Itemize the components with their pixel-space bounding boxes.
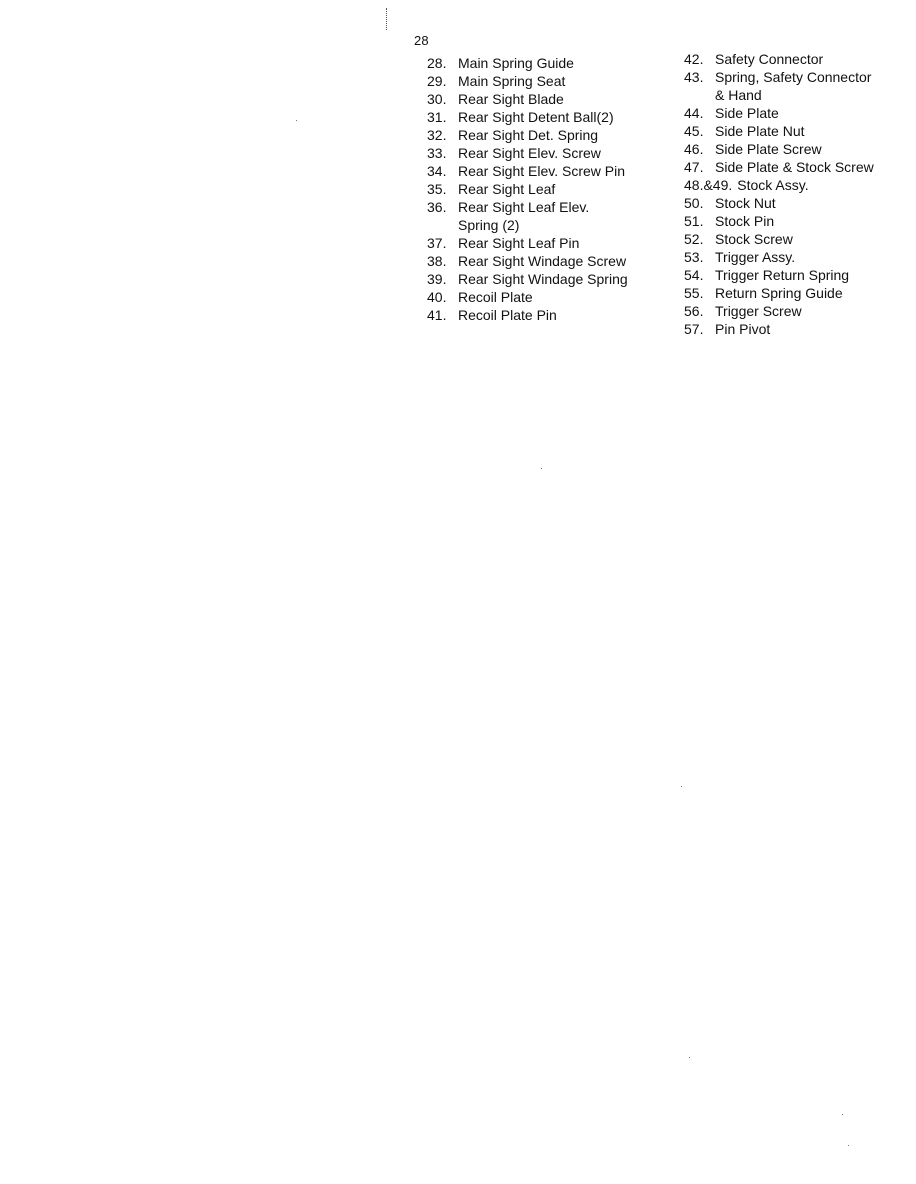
part-name: Rear Sight Windage Spring bbox=[458, 271, 628, 287]
part-number: 41. bbox=[427, 307, 447, 323]
part-name: Rear Sight Blade bbox=[458, 91, 564, 107]
part-number: 44. bbox=[684, 105, 704, 121]
part-number: 55. bbox=[684, 285, 704, 301]
part-item bbox=[684, 248, 874, 266]
part-number: 53. bbox=[684, 249, 704, 265]
part-name: Trigger Assy. bbox=[715, 249, 796, 265]
part-item bbox=[427, 126, 628, 144]
part-name-continued: & Hand bbox=[715, 87, 762, 103]
part-number: 57. bbox=[684, 321, 704, 337]
part-number: 35. bbox=[427, 181, 447, 197]
part-item bbox=[427, 144, 628, 162]
part-number: 50. bbox=[684, 195, 704, 211]
part-name: Trigger Return Spring bbox=[715, 267, 850, 283]
part-name: Rear Sight Elev. Screw bbox=[458, 145, 601, 161]
part-name: Spring, Safety Connector bbox=[715, 69, 872, 85]
part-name: Rear Sight Windage Screw bbox=[458, 253, 627, 269]
part-number: 37. bbox=[427, 235, 447, 251]
part-name: Rear Sight Det. Spring bbox=[458, 127, 599, 143]
part-number: 54. bbox=[684, 267, 704, 283]
scan-speck bbox=[689, 1057, 690, 1058]
part-name: Pin Pivot bbox=[715, 321, 771, 337]
part-name: Stock Assy. bbox=[737, 177, 809, 193]
part-item bbox=[684, 302, 874, 320]
scan-speck bbox=[848, 1145, 849, 1146]
part-item bbox=[427, 72, 628, 90]
part-name: Rear Sight Detent Ball(2) bbox=[458, 109, 614, 125]
part-item bbox=[684, 158, 874, 176]
part-number: 29. bbox=[427, 73, 447, 89]
part-name-continued: Spring (2) bbox=[458, 217, 520, 233]
part-name: Recoil Plate Pin bbox=[458, 307, 557, 323]
part-number: 43. bbox=[684, 69, 704, 85]
scan-speck bbox=[541, 468, 542, 469]
part-name: Side Plate Nut bbox=[715, 123, 805, 139]
page-number: 28 bbox=[414, 33, 429, 48]
part-item bbox=[684, 140, 874, 158]
part-item bbox=[684, 284, 874, 302]
part-item bbox=[427, 90, 628, 108]
part-name: Stock Nut bbox=[715, 195, 776, 211]
part-item bbox=[427, 108, 628, 126]
part-name: Stock Pin bbox=[715, 213, 775, 229]
parts-list-left bbox=[427, 54, 628, 324]
part-name: Rear Sight Elev. Screw Pin bbox=[458, 163, 626, 179]
part-number: 33. bbox=[427, 145, 447, 161]
part-number: 52. bbox=[684, 231, 704, 247]
part-number: 30. bbox=[427, 91, 447, 107]
part-name: Side Plate bbox=[715, 105, 779, 121]
scan-speck bbox=[681, 786, 682, 787]
part-number: 39. bbox=[427, 271, 447, 287]
part-name: Recoil Plate bbox=[458, 289, 533, 305]
part-item bbox=[427, 288, 628, 306]
part-number: 28. bbox=[427, 55, 447, 71]
part-item bbox=[427, 54, 628, 72]
part-name: Trigger Screw bbox=[715, 303, 802, 319]
part-item bbox=[427, 180, 628, 198]
part-item bbox=[684, 212, 874, 230]
part-item bbox=[427, 162, 628, 180]
part-item bbox=[684, 104, 874, 122]
part-item bbox=[684, 122, 874, 140]
part-name: Main Spring Guide bbox=[458, 55, 574, 71]
part-number: 32. bbox=[427, 127, 447, 143]
part-name: Main Spring Seat bbox=[458, 73, 566, 89]
part-item bbox=[684, 176, 874, 194]
part-item bbox=[684, 68, 874, 104]
part-item bbox=[684, 194, 874, 212]
part-name: Rear Sight Leaf Pin bbox=[458, 235, 580, 251]
part-item bbox=[684, 266, 874, 284]
part-name: Rear Sight Leaf bbox=[458, 181, 556, 197]
part-name: Rear Sight Leaf Elev. bbox=[458, 199, 590, 215]
part-number: 36. bbox=[427, 199, 447, 215]
part-number: 38. bbox=[427, 253, 447, 269]
part-number: 31. bbox=[427, 109, 447, 125]
part-item bbox=[427, 306, 628, 324]
part-item bbox=[427, 234, 628, 252]
part-number: 45. bbox=[684, 123, 704, 139]
part-name: Side Plate Screw bbox=[715, 141, 822, 157]
scan-speck bbox=[296, 120, 297, 121]
margin-mark bbox=[386, 8, 387, 30]
part-number: 56. bbox=[684, 303, 704, 319]
part-item bbox=[684, 50, 874, 68]
part-item bbox=[427, 270, 628, 288]
part-number: 47. bbox=[684, 159, 704, 175]
parts-list-right bbox=[684, 50, 874, 338]
part-item bbox=[684, 320, 874, 338]
part-name: Stock Screw bbox=[715, 231, 793, 247]
part-name: Safety Connector bbox=[715, 51, 824, 67]
part-number: 42. bbox=[684, 51, 704, 67]
part-number: 34. bbox=[427, 163, 447, 179]
part-name: Return Spring Guide bbox=[715, 285, 843, 301]
part-number: 51. bbox=[684, 213, 704, 229]
part-item bbox=[684, 230, 874, 248]
scan-speck bbox=[842, 1114, 843, 1115]
part-number: 40. bbox=[427, 289, 447, 305]
part-item bbox=[427, 198, 628, 234]
part-item bbox=[427, 252, 628, 270]
part-name: Side Plate & Stock Screw bbox=[715, 159, 874, 175]
part-number: 46. bbox=[684, 141, 704, 157]
part-number: 48.&49. bbox=[684, 177, 733, 193]
